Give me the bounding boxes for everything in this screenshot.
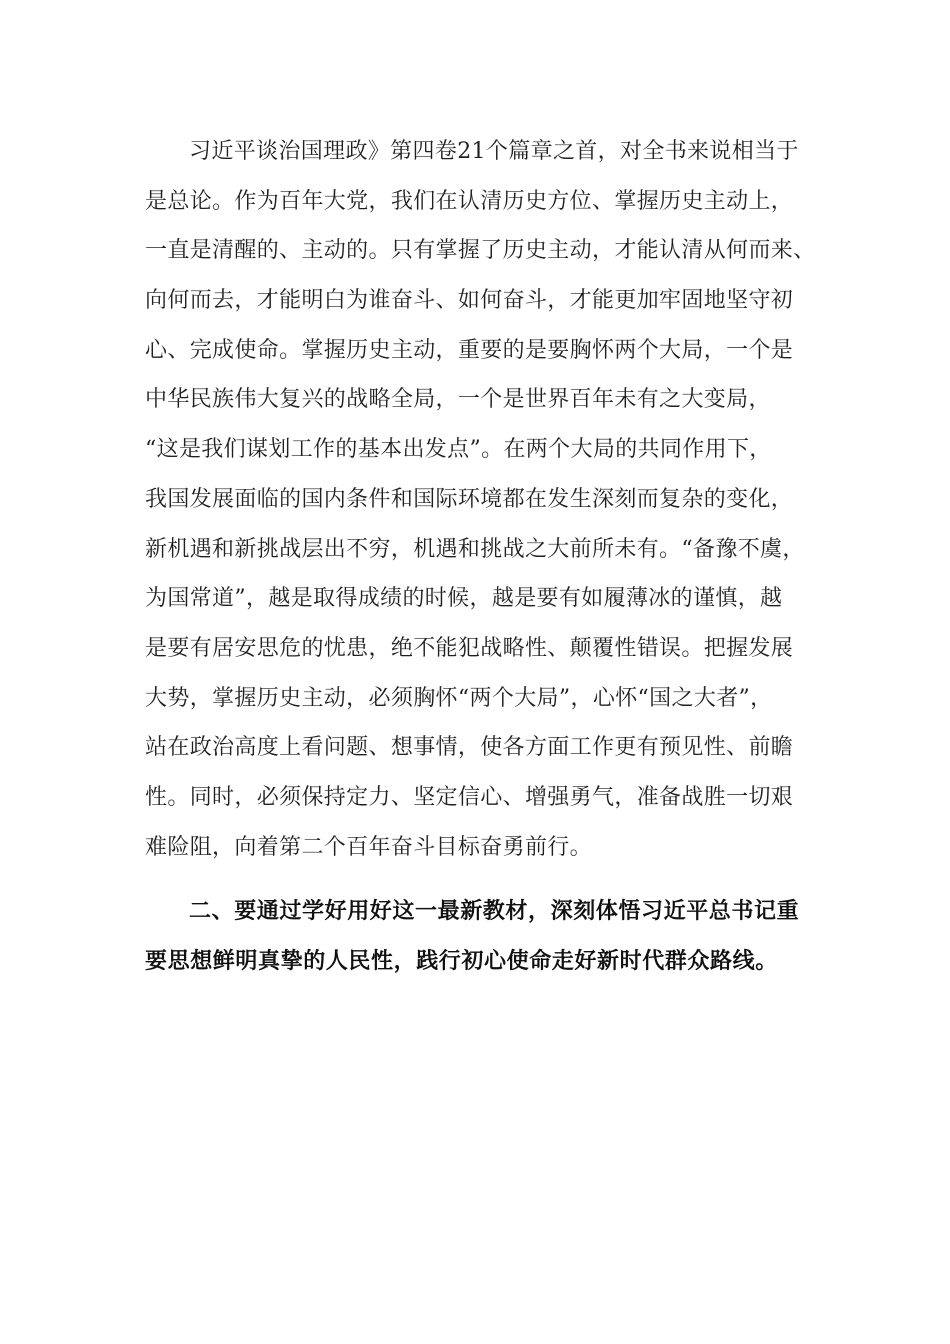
- paragraph-line: 是要有居安思危的忧患，绝不能犯战略性、颠覆性错误。把握发展: [145, 635, 794, 661]
- paragraph-line: 一直是清醒的、主动的。只有掌握了历史主动，才能认清从何而来、: [145, 238, 816, 264]
- section-heading: [145, 893, 845, 993]
- paragraph-line: 为国常道”，越是取得成绩的时候，越是要有如履薄冰的谨慎，越: [145, 586, 783, 612]
- paragraph-line: 性。同时，必须保持定力、坚定信心、增强勇气，准备战胜一切艰: [145, 784, 794, 810]
- heading-line: 二、要通过学好用好这一最新教材，深刻体悟习近平总书记重: [189, 899, 800, 924]
- paragraph-line: 新机遇和新挑战层出不穷，机遇和挑战之大前所未有。“备豫不虞，: [145, 536, 805, 562]
- heading-line: 要思想鲜明真挚的人民性，践行初心使命走好新时代群众路线。: [145, 949, 778, 974]
- paragraph-line: 向何而去，才能明白为谁奋斗、如何奋斗，才能更加牢固地坚守初: [145, 288, 794, 314]
- paragraph-line: “这是我们谋划工作的基本出发点”。在两个大局的共同作用下，: [145, 437, 772, 463]
- paragraph-line: 我国发展面临的国内条件和国际环境都在发生深刻而复杂的变化，: [145, 486, 794, 512]
- paragraph-line: 是总论。作为百年大党，我们在认清历史方位、掌握历史主动上，: [145, 188, 794, 214]
- body-paragraph: [145, 133, 845, 878]
- paragraph-line: 难险阻，向着第二个百年奋斗目标奋勇前行。: [145, 834, 593, 860]
- paragraph-line: 大势，掌握历史主动，必须胸怀“两个大局”，心怀“国之大者”，: [145, 685, 773, 711]
- paragraph-line: 站在政治高度上看问题、想事情，使各方面工作更有预见性、前瞻: [145, 735, 794, 761]
- paragraph-line: 习近平谈治国理政》第四卷21个篇章之首，对全书来说相当于: [189, 139, 799, 164]
- paragraph-line: 心、完成使命。掌握历史主动，重要的是要胸怀两个大局，一个是: [145, 337, 794, 363]
- paragraph-line: 中华民族伟大复兴的战略全局，一个是世界百年未有之大变局，: [145, 387, 771, 413]
